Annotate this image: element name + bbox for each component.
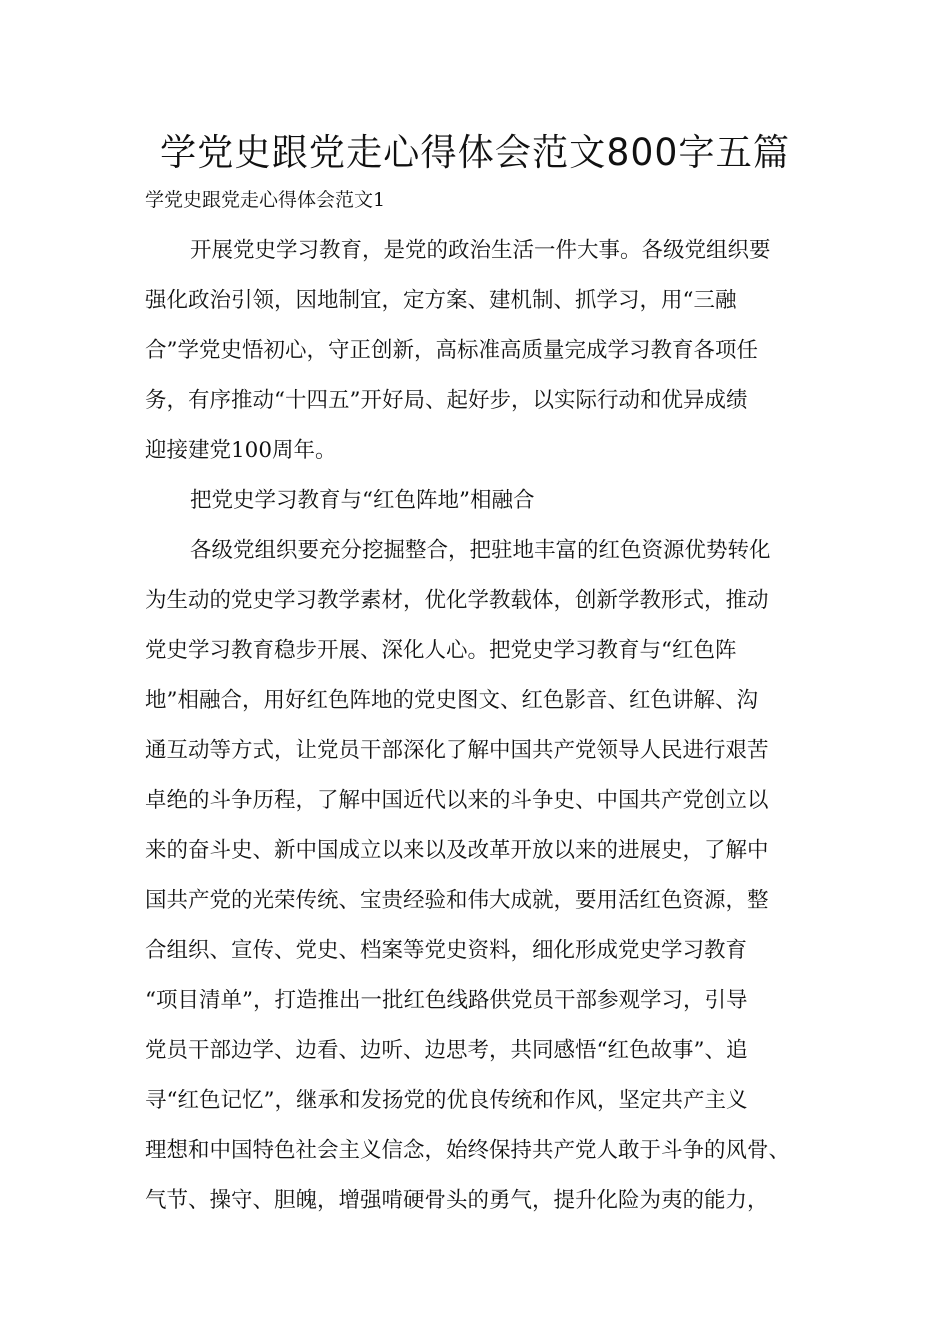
paragraph-line: 通互动等方式，让党员干部深化了解中国共产党领导人民进行艰苦 (145, 738, 769, 763)
paragraph-line: 来的奋斗史、新中国成立以来以及改革开放以来的进展史，了解中 (145, 838, 769, 863)
paragraph-line: 卓绝的斗争历程，了解中国近代以来的斗争史、中国共产党创立以 (145, 788, 769, 813)
paragraph-line: 务，有序推动“十四五”开好局、起好步，以实际行动和优异成绩 (145, 388, 748, 413)
paragraph-line: 地”相融合，用好红色阵地的党史图文、红色影音、红色讲解、沟 (145, 688, 758, 713)
paragraph-line: 理想和中国特色社会主义信念，始终保持共产党人敢于斗争的风骨、 (145, 1138, 791, 1163)
paragraph-line: 气节、操守、胆魄，增强啃硬骨头的勇气，提升化险为夷的能力， (145, 1188, 769, 1213)
paragraph-line: 党员干部边学、边看、边听、边思考，共同感悟“红色故事”、追 (145, 1038, 748, 1063)
paragraph-line: 合组织、宣传、党史、档案等党史资料，细化形成党史学习教育 (145, 938, 748, 963)
document-title: 学党史跟党走心得体会范文800字五篇 (159, 131, 791, 174)
paragraph-line: 国共产党的光荣传统、宝贵经验和伟大成就，要用活红色资源，整 (145, 888, 769, 913)
paragraph-line: 寻“红色记忆”，继承和发扬党的优良传统和作风，坚定共产主义 (145, 1088, 748, 1113)
document-subtitle: 学党史跟党走心得体会范文1 (145, 189, 386, 211)
paragraph-line: 各级党组织要充分挖掘整合，把驻地丰富的红色资源优势转化 (190, 538, 771, 563)
paragraph-line: 迎接建党100周年。 (145, 438, 337, 463)
section-heading: 把党史学习教育与“红色阵地”相融合 (190, 488, 535, 513)
paragraph-line: 党史学习教育稳步开展、深化人心。把党史学习教育与“红色阵 (145, 638, 737, 663)
paragraph-line: 合”学党史悟初心，守正创新，高标准高质量完成学习教育各项任 (145, 338, 758, 363)
paragraph-line: 为生动的党史学习教学素材，优化学教载体，创新学教形式，推动 (145, 588, 769, 613)
paragraph-line: 强化政治引领，因地制宜，定方案、建机制、抓学习，用“三融 (145, 288, 737, 313)
paragraph-line: “项目清单”，打造推出一批红色线路供党员干部参观学习，引导 (145, 988, 748, 1013)
paragraph-line: 开展党史学习教育，是党的政治生活一件大事。各级党组织要 (190, 238, 771, 263)
